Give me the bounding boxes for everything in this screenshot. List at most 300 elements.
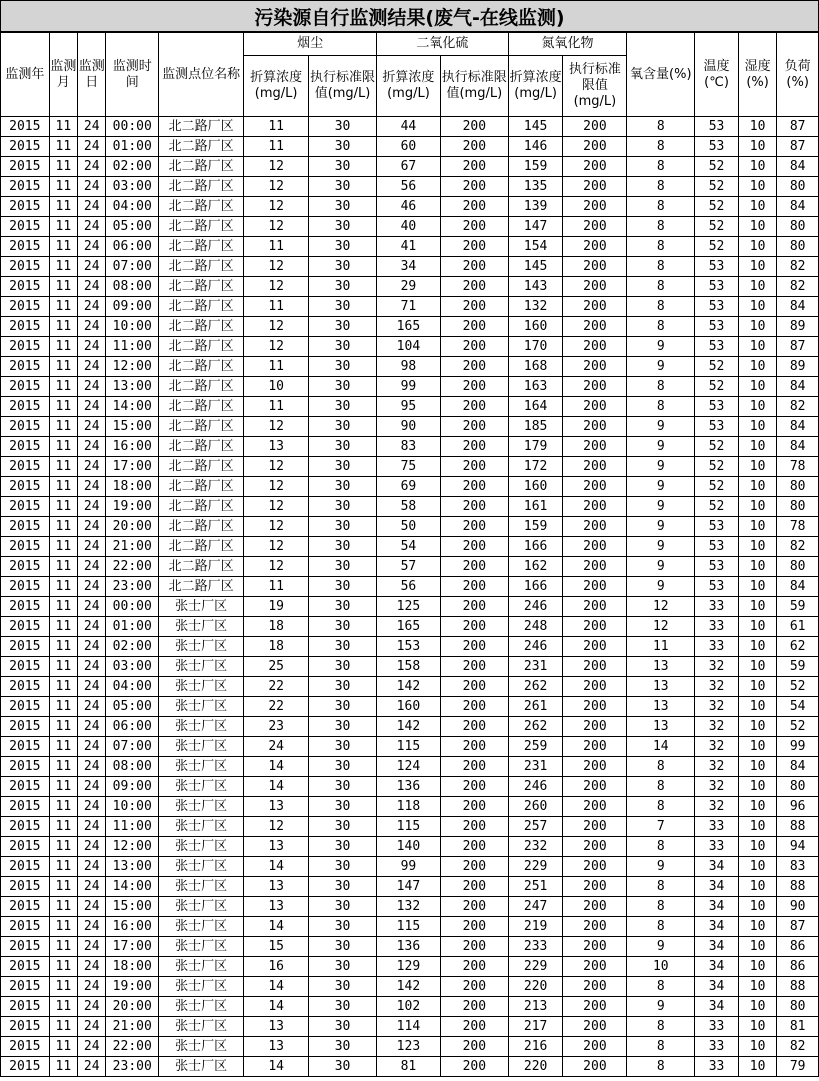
cell-nox-conc: 162 [508, 557, 563, 577]
cell-so2-limit: 200 [440, 357, 508, 377]
cell-month: 11 [49, 717, 77, 737]
cell-so2-limit: 200 [440, 677, 508, 697]
cell-so2-conc: 50 [377, 517, 441, 537]
cell-nox-limit: 200 [563, 657, 627, 677]
cell-time: 04:00 [106, 197, 159, 217]
cell-year: 2015 [1, 337, 50, 357]
cell-location: 北二路厂区 [159, 537, 244, 557]
cell-location: 张士厂区 [159, 637, 244, 657]
cell-load: 82 [777, 1037, 819, 1057]
cell-temperature: 34 [695, 897, 739, 917]
cell-oxygen: 8 [627, 797, 695, 817]
group-header-dust: 烟尘 [244, 33, 377, 56]
cell-so2-conc: 95 [377, 397, 441, 417]
cell-nox-conc: 259 [508, 737, 563, 757]
cell-load: 87 [777, 137, 819, 157]
cell-so2-conc: 46 [377, 197, 441, 217]
cell-year: 2015 [1, 137, 50, 157]
cell-nox-conc: 143 [508, 277, 563, 297]
cell-dust-limit: 30 [309, 837, 377, 857]
cell-nox-conc: 246 [508, 777, 563, 797]
cell-month: 11 [49, 937, 77, 957]
cell-year: 2015 [1, 437, 50, 457]
table-row [1, 657, 819, 677]
cell-so2-conc: 136 [377, 777, 441, 797]
cell-location: 北二路厂区 [159, 217, 244, 237]
cell-dust-limit: 30 [309, 597, 377, 617]
cell-year: 2015 [1, 197, 50, 217]
cell-month: 11 [49, 737, 77, 757]
cell-dust-limit: 30 [309, 257, 377, 277]
cell-year: 2015 [1, 697, 50, 717]
cell-load: 84 [777, 437, 819, 457]
cell-nox-conc: 220 [508, 977, 563, 997]
cell-nox-conc: 160 [508, 477, 563, 497]
cell-load: 82 [777, 537, 819, 557]
cell-load: 59 [777, 657, 819, 677]
cell-oxygen: 11 [627, 637, 695, 657]
cell-day: 24 [78, 617, 106, 637]
cell-location: 张士厂区 [159, 1037, 244, 1057]
cell-nox-limit: 200 [563, 1057, 627, 1077]
cell-time: 20:00 [106, 517, 159, 537]
cell-time: 12:00 [106, 357, 159, 377]
cell-so2-limit: 200 [440, 1017, 508, 1037]
col-header-dust-limit: 执行标准限值(mg/L) [309, 56, 377, 117]
cell-oxygen: 8 [627, 917, 695, 937]
cell-month: 11 [49, 977, 77, 997]
cell-dust-conc: 11 [244, 117, 309, 137]
cell-location: 张士厂区 [159, 877, 244, 897]
cell-year: 2015 [1, 317, 50, 337]
cell-dust-conc: 11 [244, 237, 309, 257]
cell-humidity: 10 [738, 177, 777, 197]
cell-so2-conc: 99 [377, 377, 441, 397]
cell-time: 11:00 [106, 817, 159, 837]
cell-humidity: 10 [738, 217, 777, 237]
cell-so2-limit: 200 [440, 997, 508, 1017]
cell-so2-limit: 200 [440, 737, 508, 757]
cell-year: 2015 [1, 597, 50, 617]
cell-nox-conc: 229 [508, 857, 563, 877]
cell-nox-limit: 200 [563, 857, 627, 877]
cell-so2-conc: 142 [377, 677, 441, 697]
cell-humidity: 10 [738, 237, 777, 257]
cell-dust-limit: 30 [309, 377, 377, 397]
cell-year: 2015 [1, 797, 50, 817]
cell-load: 84 [777, 757, 819, 777]
cell-year: 2015 [1, 717, 50, 737]
cell-humidity: 10 [738, 457, 777, 477]
cell-so2-limit: 200 [440, 777, 508, 797]
cell-month: 11 [49, 297, 77, 317]
cell-dust-conc: 11 [244, 137, 309, 157]
cell-dust-limit: 30 [309, 877, 377, 897]
cell-dust-limit: 30 [309, 537, 377, 557]
table-row [1, 1057, 819, 1077]
col-header-time: 监测时间 [106, 33, 159, 117]
cell-oxygen: 7 [627, 817, 695, 837]
cell-year: 2015 [1, 297, 50, 317]
cell-day: 24 [78, 837, 106, 857]
cell-dust-limit: 30 [309, 977, 377, 997]
header-row-groups [1, 33, 819, 56]
cell-dust-conc: 12 [244, 537, 309, 557]
cell-month: 11 [49, 797, 77, 817]
cell-so2-conc: 83 [377, 437, 441, 457]
cell-load: 80 [777, 497, 819, 517]
cell-dust-limit: 30 [309, 797, 377, 817]
cell-day: 24 [78, 377, 106, 397]
cell-oxygen: 8 [627, 397, 695, 417]
cell-location: 张士厂区 [159, 677, 244, 697]
cell-humidity: 10 [738, 557, 777, 577]
cell-temperature: 34 [695, 997, 739, 1017]
cell-time: 18:00 [106, 957, 159, 977]
cell-load: 81 [777, 1017, 819, 1037]
cell-day: 24 [78, 137, 106, 157]
cell-month: 11 [49, 117, 77, 137]
cell-so2-conc: 29 [377, 277, 441, 297]
cell-load: 78 [777, 517, 819, 537]
cell-dust-limit: 30 [309, 397, 377, 417]
cell-dust-limit: 30 [309, 697, 377, 717]
cell-oxygen: 8 [627, 877, 695, 897]
cell-location: 张士厂区 [159, 997, 244, 1017]
cell-dust-conc: 24 [244, 737, 309, 757]
cell-oxygen: 8 [627, 137, 695, 157]
cell-year: 2015 [1, 397, 50, 417]
cell-year: 2015 [1, 497, 50, 517]
cell-humidity: 10 [738, 857, 777, 877]
cell-so2-limit: 200 [440, 957, 508, 977]
cell-oxygen: 9 [627, 557, 695, 577]
cell-dust-limit: 30 [309, 997, 377, 1017]
cell-humidity: 10 [738, 1057, 777, 1077]
cell-oxygen: 12 [627, 617, 695, 637]
cell-time: 02:00 [106, 637, 159, 657]
cell-humidity: 10 [738, 977, 777, 997]
cell-dust-conc: 23 [244, 717, 309, 737]
cell-month: 11 [49, 357, 77, 377]
cell-year: 2015 [1, 217, 50, 237]
cell-location: 张士厂区 [159, 737, 244, 757]
cell-nox-conc: 246 [508, 597, 563, 617]
cell-month: 11 [49, 837, 77, 857]
cell-so2-limit: 200 [440, 437, 508, 457]
cell-day: 24 [78, 317, 106, 337]
cell-year: 2015 [1, 637, 50, 657]
cell-time: 23:00 [106, 577, 159, 597]
cell-location: 北二路厂区 [159, 257, 244, 277]
cell-year: 2015 [1, 917, 50, 937]
cell-location: 北二路厂区 [159, 237, 244, 257]
cell-year: 2015 [1, 377, 50, 397]
cell-temperature: 32 [695, 757, 739, 777]
cell-so2-conc: 56 [377, 577, 441, 597]
cell-temperature: 33 [695, 617, 739, 637]
cell-day: 24 [78, 897, 106, 917]
cell-humidity: 10 [738, 357, 777, 377]
cell-so2-conc: 67 [377, 157, 441, 177]
cell-temperature: 53 [695, 337, 739, 357]
monitoring-table [0, 32, 819, 1077]
cell-temperature: 52 [695, 357, 739, 377]
cell-day: 24 [78, 237, 106, 257]
cell-dust-conc: 22 [244, 677, 309, 697]
table-row [1, 617, 819, 637]
cell-load: 79 [777, 1057, 819, 1077]
cell-oxygen: 13 [627, 717, 695, 737]
cell-nox-limit: 200 [563, 977, 627, 997]
cell-nox-conc: 229 [508, 957, 563, 977]
cell-dust-conc: 12 [244, 477, 309, 497]
cell-dust-limit: 30 [309, 557, 377, 577]
cell-so2-limit: 200 [440, 637, 508, 657]
cell-temperature: 33 [695, 597, 739, 617]
cell-location: 北二路厂区 [159, 557, 244, 577]
cell-month: 11 [49, 1017, 77, 1037]
table-row [1, 677, 819, 697]
cell-year: 2015 [1, 357, 50, 377]
cell-oxygen: 9 [627, 437, 695, 457]
cell-time: 01:00 [106, 617, 159, 637]
cell-time: 03:00 [106, 657, 159, 677]
cell-temperature: 32 [695, 737, 739, 757]
cell-so2-limit: 200 [440, 557, 508, 577]
cell-humidity: 10 [738, 917, 777, 937]
cell-temperature: 34 [695, 977, 739, 997]
cell-oxygen: 8 [627, 977, 695, 997]
cell-time: 05:00 [106, 217, 159, 237]
cell-oxygen: 13 [627, 677, 695, 697]
table-row [1, 477, 819, 497]
cell-day: 24 [78, 577, 106, 597]
cell-humidity: 10 [738, 337, 777, 357]
cell-dust-limit: 30 [309, 937, 377, 957]
cell-nox-conc: 132 [508, 297, 563, 317]
table-body [1, 117, 819, 1077]
cell-so2-limit: 200 [440, 417, 508, 437]
cell-so2-conc: 104 [377, 337, 441, 357]
cell-location: 北二路厂区 [159, 497, 244, 517]
cell-load: 82 [777, 397, 819, 417]
table-row [1, 317, 819, 337]
cell-oxygen: 8 [627, 237, 695, 257]
cell-nox-limit: 200 [563, 117, 627, 137]
cell-time: 12:00 [106, 837, 159, 857]
cell-temperature: 33 [695, 817, 739, 837]
group-header-nox: 氮氧化物 [508, 33, 627, 56]
cell-temperature: 33 [695, 1037, 739, 1057]
cell-load: 80 [777, 777, 819, 797]
cell-so2-conc: 99 [377, 857, 441, 877]
cell-so2-limit: 200 [440, 277, 508, 297]
cell-location: 张士厂区 [159, 797, 244, 817]
cell-nox-conc: 231 [508, 657, 563, 677]
table-row [1, 977, 819, 997]
table-row [1, 497, 819, 517]
cell-so2-limit: 200 [440, 537, 508, 557]
cell-oxygen: 9 [627, 997, 695, 1017]
cell-location: 张士厂区 [159, 1057, 244, 1077]
cell-dust-limit: 30 [309, 197, 377, 217]
cell-dust-conc: 18 [244, 637, 309, 657]
cell-so2-conc: 102 [377, 997, 441, 1017]
table-row [1, 957, 819, 977]
cell-month: 11 [49, 697, 77, 717]
cell-so2-limit: 200 [440, 237, 508, 257]
cell-nox-limit: 200 [563, 1017, 627, 1037]
cell-nox-limit: 200 [563, 197, 627, 217]
cell-nox-conc: 145 [508, 117, 563, 137]
cell-year: 2015 [1, 897, 50, 917]
cell-load: 84 [777, 197, 819, 217]
table-row [1, 757, 819, 777]
cell-oxygen: 9 [627, 857, 695, 877]
cell-so2-conc: 147 [377, 877, 441, 897]
cell-dust-limit: 30 [309, 1017, 377, 1037]
cell-temperature: 53 [695, 537, 739, 557]
cell-oxygen: 8 [627, 157, 695, 177]
cell-day: 24 [78, 217, 106, 237]
cell-humidity: 10 [738, 937, 777, 957]
cell-day: 24 [78, 857, 106, 877]
cell-dust-conc: 12 [244, 317, 309, 337]
col-header-year: 监测年 [1, 33, 50, 117]
cell-time: 00:00 [106, 117, 159, 137]
cell-load: 86 [777, 957, 819, 977]
cell-year: 2015 [1, 757, 50, 777]
cell-humidity: 10 [738, 1017, 777, 1037]
cell-time: 01:00 [106, 137, 159, 157]
cell-day: 24 [78, 417, 106, 437]
table-row [1, 297, 819, 317]
cell-so2-limit: 200 [440, 197, 508, 217]
cell-year: 2015 [1, 1017, 50, 1037]
cell-temperature: 52 [695, 457, 739, 477]
table-row [1, 1037, 819, 1057]
cell-dust-conc: 16 [244, 957, 309, 977]
cell-so2-limit: 200 [440, 517, 508, 537]
cell-nox-conc: 220 [508, 1057, 563, 1077]
cell-nox-conc: 147 [508, 217, 563, 237]
table-row [1, 717, 819, 737]
cell-oxygen: 13 [627, 657, 695, 677]
table-row [1, 917, 819, 937]
cell-load: 80 [777, 237, 819, 257]
cell-temperature: 53 [695, 137, 739, 157]
cell-oxygen: 8 [627, 757, 695, 777]
cell-nox-limit: 200 [563, 917, 627, 937]
cell-dust-limit: 30 [309, 617, 377, 637]
cell-day: 24 [78, 117, 106, 137]
cell-location: 北二路厂区 [159, 277, 244, 297]
cell-nox-conc: 219 [508, 917, 563, 937]
cell-location: 北二路厂区 [159, 177, 244, 197]
cell-nox-limit: 200 [563, 697, 627, 717]
cell-time: 09:00 [106, 777, 159, 797]
cell-day: 24 [78, 737, 106, 757]
cell-so2-limit: 200 [440, 577, 508, 597]
cell-nox-limit: 200 [563, 677, 627, 697]
cell-nox-conc: 246 [508, 637, 563, 657]
cell-nox-limit: 200 [563, 437, 627, 457]
table-row [1, 257, 819, 277]
cell-year: 2015 [1, 237, 50, 257]
cell-year: 2015 [1, 417, 50, 437]
cell-month: 11 [49, 397, 77, 417]
cell-time: 19:00 [106, 497, 159, 517]
cell-day: 24 [78, 997, 106, 1017]
cell-nox-conc: 216 [508, 1037, 563, 1057]
cell-nox-limit: 200 [563, 357, 627, 377]
table-row [1, 857, 819, 877]
cell-so2-conc: 165 [377, 317, 441, 337]
table-row [1, 377, 819, 397]
col-header-nox-limit: 执行标准限值(mg/L) [563, 56, 627, 117]
cell-day: 24 [78, 177, 106, 197]
cell-time: 02:00 [106, 157, 159, 177]
cell-day: 24 [78, 297, 106, 317]
cell-nox-limit: 200 [563, 637, 627, 657]
cell-month: 11 [49, 997, 77, 1017]
cell-month: 11 [49, 817, 77, 837]
cell-temperature: 52 [695, 177, 739, 197]
cell-temperature: 33 [695, 637, 739, 657]
cell-nox-limit: 200 [563, 277, 627, 297]
table-row [1, 897, 819, 917]
cell-nox-limit: 200 [563, 897, 627, 917]
table-row [1, 837, 819, 857]
cell-temperature: 53 [695, 117, 739, 137]
cell-load: 84 [777, 577, 819, 597]
cell-temperature: 53 [695, 397, 739, 417]
cell-nox-limit: 200 [563, 397, 627, 417]
cell-year: 2015 [1, 477, 50, 497]
cell-time: 18:00 [106, 477, 159, 497]
cell-dust-conc: 15 [244, 937, 309, 957]
cell-location: 张士厂区 [159, 657, 244, 677]
cell-so2-limit: 200 [440, 697, 508, 717]
cell-dust-limit: 30 [309, 237, 377, 257]
cell-dust-conc: 13 [244, 877, 309, 897]
cell-oxygen: 9 [627, 517, 695, 537]
col-header-load: 负荷(%) [777, 33, 819, 117]
cell-location: 北二路厂区 [159, 577, 244, 597]
cell-so2-conc: 34 [377, 257, 441, 277]
cell-dust-limit: 30 [309, 457, 377, 477]
cell-load: 59 [777, 597, 819, 617]
cell-so2-limit: 200 [440, 917, 508, 937]
cell-humidity: 10 [738, 697, 777, 717]
cell-so2-conc: 60 [377, 137, 441, 157]
cell-nox-limit: 200 [563, 477, 627, 497]
cell-dust-limit: 30 [309, 577, 377, 597]
cell-day: 24 [78, 637, 106, 657]
cell-nox-limit: 200 [563, 237, 627, 257]
cell-so2-conc: 115 [377, 817, 441, 837]
cell-humidity: 10 [738, 157, 777, 177]
cell-oxygen: 8 [627, 277, 695, 297]
cell-month: 11 [49, 457, 77, 477]
cell-nox-limit: 200 [563, 297, 627, 317]
cell-so2-limit: 200 [440, 217, 508, 237]
cell-temperature: 53 [695, 517, 739, 537]
cell-dust-limit: 30 [309, 317, 377, 337]
cell-day: 24 [78, 1057, 106, 1077]
cell-day: 24 [78, 1037, 106, 1057]
